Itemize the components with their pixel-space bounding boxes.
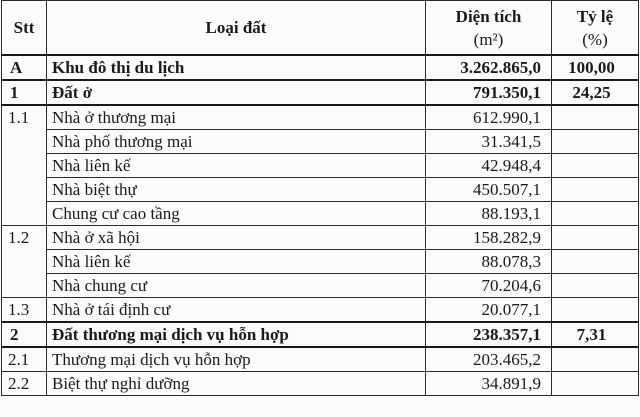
row-ratio: 100,00 (552, 55, 639, 80)
row-stt: 1.1 (2, 105, 47, 130)
table-row (2, 80, 639, 105)
land-use-table (1, 0, 639, 396)
row-area: 20.077,1 (426, 298, 552, 323)
header-row (2, 1, 639, 56)
row-area: 42.948,4 (426, 154, 552, 178)
row-name: Biệt thự nghỉ dưỡng (47, 372, 426, 396)
row-name: Nhà phố thương mại (47, 130, 426, 154)
row-name: Nhà ở tái định cư (47, 298, 426, 323)
table-row (2, 202, 639, 226)
row-area: 88.193,1 (426, 202, 552, 226)
header-ratio-title: Tỷ lệ (576, 6, 614, 26)
row-stt: A (2, 55, 47, 80)
row-area: 203.465,2 (426, 347, 552, 372)
row-area: 450.507,1 (426, 178, 552, 202)
header-area (426, 1, 552, 56)
row-ratio (552, 154, 639, 178)
row-area: 88.078,3 (426, 250, 552, 274)
row-stt (2, 130, 47, 154)
row-ratio (552, 105, 639, 130)
row-area: 158.282,9 (426, 226, 552, 250)
row-stt (2, 274, 47, 298)
row-name: Đất thương mại dịch vụ hỗn hợp (47, 322, 426, 347)
row-area: 3.262.865,0 (426, 55, 552, 80)
row-ratio (552, 274, 639, 298)
row-stt (2, 250, 47, 274)
row-area: 791.350,1 (426, 80, 552, 105)
table-row (2, 322, 639, 347)
row-stt (2, 178, 47, 202)
row-name: Thương mại dịch vụ hỗn hợp (47, 347, 426, 372)
row-ratio (552, 250, 639, 274)
table-row (2, 347, 639, 372)
row-ratio (552, 372, 639, 396)
table-row (2, 274, 639, 298)
row-stt: 2.2 (2, 372, 47, 396)
row-name: Đất ở (47, 80, 426, 105)
row-stt: 2.1 (2, 347, 47, 372)
row-name: Nhà ở xã hội (47, 226, 426, 250)
header-area-unit: (m²) (473, 29, 504, 49)
row-stt: 2 (2, 322, 47, 347)
table-row (2, 130, 639, 154)
row-area: 31.341,5 (426, 130, 552, 154)
row-stt (2, 202, 47, 226)
table-row (2, 250, 639, 274)
row-ratio (552, 226, 639, 250)
row-name: Chung cư cao tầng (47, 202, 426, 226)
table-row (2, 105, 639, 130)
row-area: 70.204,6 (426, 274, 552, 298)
table-row (2, 226, 639, 250)
header-ratio-unit: (%) (582, 29, 608, 49)
table-row (2, 154, 639, 178)
row-ratio (552, 347, 639, 372)
row-name: Nhà liên kế (47, 154, 426, 178)
row-stt: 1.3 (2, 298, 47, 323)
header-stt: Stt (2, 1, 47, 56)
row-name: Nhà biệt thự (47, 178, 426, 202)
row-area: 612.990,1 (426, 105, 552, 130)
table-row (2, 55, 639, 80)
row-ratio: 24,25 (552, 80, 639, 105)
row-stt: 1 (2, 80, 47, 105)
header-name: Loại đất (47, 1, 426, 56)
table-row (2, 372, 639, 396)
row-ratio (552, 130, 639, 154)
row-area: 34.891,9 (426, 372, 552, 396)
table-row (2, 178, 639, 202)
row-ratio (552, 178, 639, 202)
row-name: Nhà ở thương mại (47, 105, 426, 130)
row-ratio: 7,31 (552, 322, 639, 347)
row-name: Khu đô thị du lịch (47, 55, 426, 80)
row-ratio (552, 298, 639, 323)
header-area-title: Diện tích (455, 6, 522, 26)
row-name: Nhà liên kế (47, 250, 426, 274)
row-name: Nhà chung cư (47, 274, 426, 298)
table-row (2, 298, 639, 323)
row-stt (2, 154, 47, 178)
row-stt: 1.2 (2, 226, 47, 250)
row-area: 238.357,1 (426, 322, 552, 347)
row-ratio (552, 202, 639, 226)
header-ratio (552, 1, 639, 56)
